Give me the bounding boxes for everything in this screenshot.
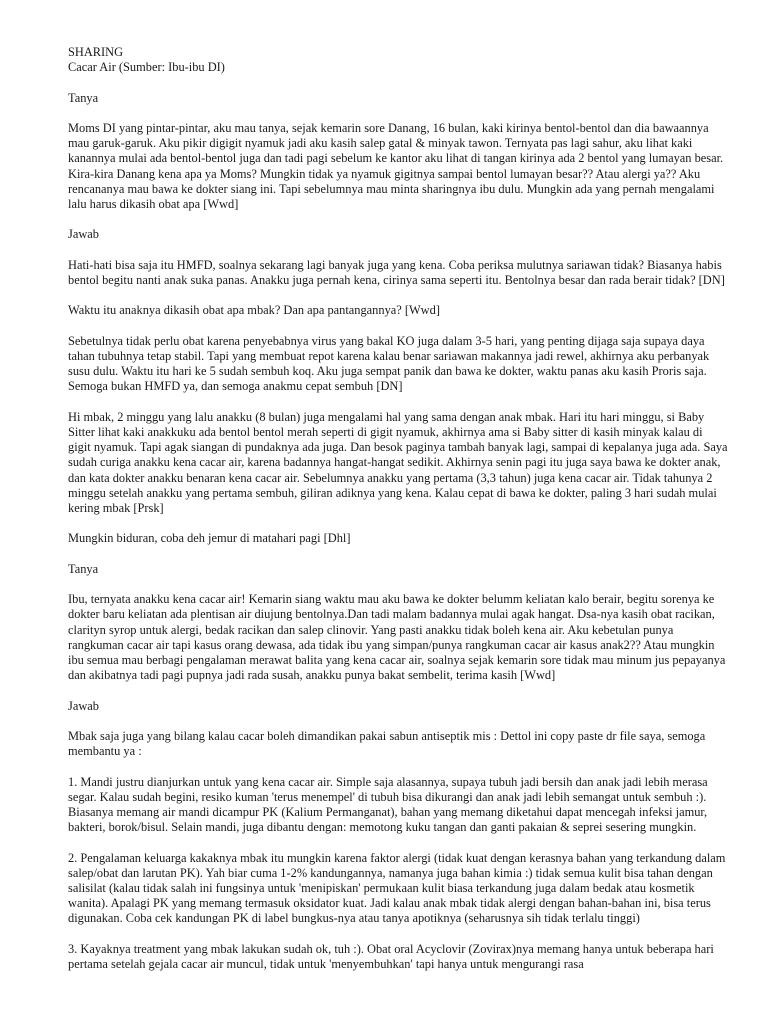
document-page — [68, 45, 728, 987]
answer-paragraph: Hi mbak, 2 minggu yang lalu anakku (8 bulan) juga mengalami hal yang sama dengan anak mbak. Hari itu hari minggu, si Baby Sitter lihat kaki anakkuku ada bentol bentol merah seperti di gigit nyamuk, akhirnya ama si Baby sitter di kasih minyak kalau di gigit nyamuk. Tapi agak siangan di pundaknya ada juga. Dan besok paginya tambah banyak lagi, sampai di kepalanya juga ada. Saya sudah curiga anakku kena cacar air, karena badannya hangat-hangat sedikit. Akhirnya senin pagi itu juga saya bawa ke dokter anak, dan kata dokter anakku benaran kena cacar air. Sebelumnya anakku yang pertama (3,3 tahun) juga kena cacar air. Tidak tahunya 2 minggu setelah anakku yang pertama sembuh, giliran adiknya yang kena. Kalau cepat di bawa ke dokter, paling 3 hari sudah mulai kering mbak [Prsk] — [68, 409, 728, 515]
answer-paragraph: Mungkin biduran, coba deh jemur di matahari pagi [Dhl] — [68, 531, 351, 546]
document-header — [68, 45, 728, 75]
section-label-tanya: Tanya — [68, 561, 99, 576]
list-item: 2. Pengalaman keluarga kakaknya mbak itu mungkin karena faktor alergi (tidak kuat dengan kerasnya bahan yang terkandung dalam salep/obat dan larutan PK). Yah biar cuma 1-2% kandungannya, namanya juga bahan kimia :) tidak semua kulit bisa tahan dengan salisilat (kalau tidak salah ini fungsinya untuk 'menipiskan' permukaan kulit biasa terkandung juga dalam bedak atau kosmetik wanita). Apalagi PK yang memang termasuk oksidator kuat. Jadi kalau anak mbak tidak alergi dengan bahan-bahan ini, bisa terus digunakan. Coba cek kandungan PK di label bungkus-nya atau tanya apotiknya (seharusnya sih tidak terlalu tinggi) — [68, 850, 726, 926]
section-label-jawab: Jawab — [68, 698, 99, 713]
question-paragraph: Ibu, ternyata anakku kena cacar air! Kemarin siang waktu mau aku bawa ke dokter belumm keliatan kalo berair, begitu sorenya ke dokter baru keliatan ada plentisan air diujung bentolnya.Dan tadi malam badannya mulai agak hangat. Dsa-nya kasih obat racikan, clarityn syrop untuk alergi, bedak racikan dan salep clinovir. Yang pasti anakku tidak boleh kena air. Aku kebetulan punya rangkuman cacar air tapi kasus orang dewasa, ada tidak ibu yang simpan/punya rangkuman cacar air kasus anak2?? Atau mungkin ibu semua mau berbagi pengalaman merawat balita yang kena cacar air, soalnya sejak kemarin sore tidak mau minum jus pepayanya dan akibatnya tadi pagi pupnya jadi rada susah, anakku punya bakat sembelit, terima kasih [Wwd] — [68, 592, 726, 683]
list-item: 1. Mandi justru dianjurkan untuk yang kena cacar air. Simple saja alasannya, supaya tubuh jadi bersih dan anak jadi lebih merasa segar. Kalau sudah begini, resiko kuman 'terus menempel' di tubuh bisa dikurangi dan anak jadi lebih semangat untuk sembuh :). Biasanya memang air mandi dicampur PK (Kalium Permanganat), bahan yang memang diketahui dapat mencegah infeksi jamur, bakteri, borok/bisul. Selain mandi, juga dibantu dengan: memotong kuku tangan dan ganti pakaian & seprei sesering mungkin. — [68, 774, 708, 835]
answer-paragraph: Hati-hati bisa saja itu HMFD, soalnya sekarang lagi banyak juga yang kena. Coba periksa mulutnya sariawan tidak? Biasanya habis bentol begitu nanti anak suka panas. Anakku juga pernah kena, cirinya sama seperti itu. Bentolnya besar dan rada berair tidak? [DN] — [68, 257, 725, 287]
document-subtitle: Cacar Air (Sumber: Ibu-ibu DI) — [68, 60, 225, 75]
section-label-tanya: Tanya — [68, 90, 99, 105]
answer-paragraph: Mbak saja juga yang bilang kalau cacar boleh dimandikan pakai sabun antiseptik mis : Dettol ini copy paste dr file saya, semoga membantu ya : — [68, 728, 706, 759]
answer-paragraph: Sebetulnya tidak perlu obat karena penyebabnya virus yang bakal KO juga dalam 3-5 hari, yang penting dijaga saja supaya daya tahan tubuhnya tetap stabil. Tapi yang membuat repot karena kalau benar sariawan makannya jadi rewel, akhirnya aku perbanyak susu dulu. Waktu itu hari ke 5 sudah sembuh koq. Aku juga sempat panik dan bawa ke dokter, waktu panas aku kasih Proris saja. Semoga bukan HMFD ya, dan semoga anakmu cepat sembuh [DN] — [68, 333, 710, 394]
question-paragraph: Moms DI yang pintar-pintar, aku mau tanya, sejak kemarin sore Danang, 16 bulan, kaki kirinya bentol-bentol dan dia bawaannya mau garuk-garuk. Aku pikir digigit nyamuk jadi aku kasih salep gatal & minyak tawon. Ternyata pas lagi sahur, aku lihat kaki kanannya mulai ada bentol-bentol juga dan tadi pagi sebelum ke kantor aku lihat di tangan kirinya ada 2 bentol yang lumayan besar. Kira-kira Danang kena apa ya Moms? Mungkin tidak ya nyamuk gigitnya sampai bentol lumayan besar?? Atau alergi ya?? Aku rencananya mau bawa ke dokter siang ini. Tapi sebelumnya mau minta sharingnya ibu dulu. Mungkin ada yang pernah mengalami lalu harus dikasih obat apa [Wwd] — [68, 120, 724, 211]
answer-paragraph: Waktu itu anaknya dikasih obat apa mbak? Dan apa pantangannya? [Wwd] — [68, 303, 440, 318]
section-label-jawab: Jawab — [68, 227, 99, 242]
document-title: SHARING — [68, 45, 124, 59]
list-item: 3. Kayaknya treatment yang mbak lakukan sudah ok, tuh :). Obat oral Acyclovir (Zovirax)nya memang hanya untuk beberapa hari pertama setelah gejala cacar air muncul, tidak untuk 'menyembuhkan' tapi hanya untuk mengurangi rasa — [68, 941, 714, 971]
